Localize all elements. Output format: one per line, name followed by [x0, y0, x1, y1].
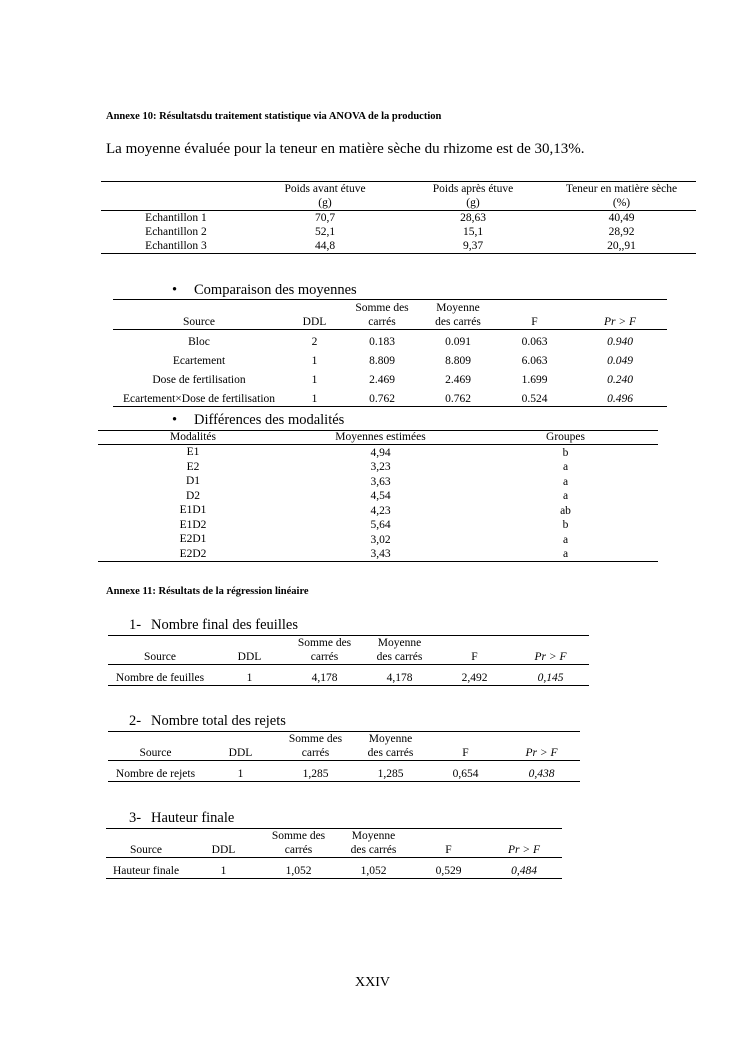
- cell: 2.469: [445, 374, 471, 386]
- header-groupes: Groupes: [473, 431, 658, 445]
- cell: 9,37: [462, 240, 484, 252]
- header-f: F: [462, 747, 469, 759]
- cell: 4,54: [370, 490, 391, 502]
- cell: 0.183: [369, 336, 395, 348]
- anova-header-row-1: [113, 300, 667, 316]
- header-pr: Pr > F: [507, 844, 541, 856]
- cell-pr: 0.940: [607, 336, 633, 348]
- cell: 28,63: [460, 212, 486, 224]
- regression-header-row-1: [108, 636, 589, 651]
- section-number: 3-: [129, 810, 142, 826]
- table-row: [113, 387, 667, 407]
- cell: a: [562, 461, 569, 473]
- cell: b: [562, 446, 569, 459]
- differences-heading-label: Différences des modalités: [194, 412, 345, 428]
- regression-header-row-1: [106, 829, 562, 844]
- cell: 3,63: [370, 475, 391, 488]
- cell: 1.699: [521, 374, 548, 386]
- table-row: [101, 211, 696, 226]
- header-modalites: Modalités: [98, 431, 288, 445]
- header-pr: Pr > F: [603, 316, 637, 328]
- regression-table-leaves: [108, 635, 589, 686]
- table-row: [98, 547, 658, 562]
- header-ddl: DDL: [228, 747, 253, 759]
- cell: 44,8: [314, 240, 336, 252]
- cell: 5,64: [370, 519, 391, 531]
- cell: E1D1: [179, 504, 207, 516]
- table-row: [101, 239, 696, 254]
- differences-heading: [172, 412, 344, 429]
- cell: 40,49: [608, 212, 635, 224]
- cell: D2: [185, 489, 201, 502]
- header-ddl: DDL: [211, 844, 236, 856]
- cell-pr: 0,145: [537, 672, 564, 684]
- cell: 20,,91: [607, 240, 636, 252]
- regression-table-rejects: [108, 731, 580, 782]
- header-dry-matter-unit: (%): [612, 197, 631, 209]
- annex-11-title: Annexe 11: Résultats de la régression linéaire: [106, 586, 309, 597]
- cell: 8.809: [369, 355, 395, 367]
- section-number: 1-: [129, 617, 142, 633]
- cell: a: [562, 548, 569, 560]
- sample-label: Echantillon 1: [145, 212, 207, 224]
- cell-pr: 0,438: [528, 768, 555, 780]
- cell: 3,02: [370, 533, 391, 546]
- header-ms: Moyenne: [336, 829, 411, 844]
- header-ss-2: carrés: [284, 844, 313, 856]
- cell: 1: [311, 374, 318, 386]
- cell: E2D1: [179, 533, 207, 545]
- header-weight-before-unit: (g): [318, 197, 332, 209]
- table-row: [98, 518, 658, 533]
- table-row: [106, 858, 562, 879]
- weights-header-row-2: [101, 196, 696, 211]
- cell: 6.063: [521, 355, 548, 367]
- weights-header-row-1: [101, 182, 696, 197]
- cell: 8.809: [445, 355, 471, 367]
- regression-heading-3: [129, 810, 234, 827]
- header-ms: Moyenne: [353, 732, 428, 747]
- header-f: F: [471, 651, 478, 663]
- regression-header-row-1: [108, 732, 580, 747]
- table-row: [98, 445, 658, 460]
- regression-table-height: [106, 828, 562, 879]
- section-heading-label: Nombre total des rejets: [151, 713, 286, 729]
- header-ms-2: des carrés: [350, 844, 397, 856]
- section-heading-label: Hauteur finale: [151, 810, 235, 826]
- cell-pr: 0.496: [607, 393, 633, 405]
- header-ddl: DDL: [237, 651, 262, 663]
- regression-heading-2: [129, 713, 286, 730]
- cell: 3,43: [370, 548, 391, 560]
- table-row: [108, 761, 580, 782]
- cell-source: Nombre de feuilles: [115, 672, 205, 684]
- cell: 0,529: [435, 865, 462, 877]
- cell: 0.762: [445, 393, 471, 405]
- cell: E1: [186, 446, 200, 458]
- cell: 1: [311, 355, 318, 367]
- cell-pr: 0.240: [607, 374, 633, 386]
- modalities-table: [98, 430, 658, 562]
- header-ms-2: des carrés: [435, 316, 481, 328]
- cell: 4,23: [370, 504, 391, 517]
- page-number: XXIV: [355, 975, 390, 990]
- header-ss: Somme des: [344, 300, 420, 316]
- cell: b: [562, 519, 569, 531]
- dry-matter-intro: La moyenne évaluée pour la teneur en matière sèche du rhizome est de 30,13%.: [106, 141, 585, 157]
- cell: 1,052: [285, 865, 312, 877]
- header-dry-matter: Teneur en matière sèche: [547, 182, 696, 197]
- cell: 1: [237, 768, 244, 780]
- cell: 28,92: [608, 226, 635, 238]
- cell: a: [562, 533, 569, 546]
- cell-source: Dose de fertilisation: [152, 374, 246, 386]
- cell: E1D2: [179, 518, 207, 531]
- header-source: Source: [183, 316, 215, 328]
- cell: 15,1: [462, 226, 484, 238]
- cell: 1,052: [360, 865, 387, 877]
- header-ss-2: carrés: [301, 747, 330, 759]
- cell: 1: [311, 393, 318, 405]
- cell-source: Hauteur finale: [112, 865, 180, 877]
- header-f: F: [445, 844, 452, 856]
- table-row: [98, 489, 658, 504]
- header-pr: Pr > F: [525, 747, 558, 759]
- regression-heading-1: [129, 617, 298, 634]
- anova-table: [113, 299, 667, 407]
- table-row: [113, 349, 667, 368]
- regression-header-row-2: [108, 746, 580, 761]
- cell: 70,7: [314, 212, 336, 224]
- header-moyennes: Moyennes estimées: [288, 431, 473, 445]
- cell: 1: [220, 865, 227, 877]
- header-ss-2: carrés: [310, 651, 339, 663]
- cell: D1: [185, 475, 201, 487]
- table-row: [98, 474, 658, 489]
- table-row: [113, 368, 667, 387]
- comparison-heading-label: Comparaison des moyennes: [194, 282, 357, 298]
- cell: 1,285: [302, 768, 329, 780]
- table-row: [113, 330, 667, 350]
- header-source: Source: [130, 844, 162, 856]
- header-weight-before: Poids avant étuve: [251, 182, 399, 197]
- cell-source: Ecartement: [172, 355, 226, 367]
- cell: a: [562, 475, 569, 488]
- cell-pr: 0,484: [511, 865, 537, 877]
- cell: 0.762: [369, 393, 395, 405]
- header-ss: Somme des: [278, 732, 353, 747]
- cell: 2,492: [461, 672, 488, 684]
- cell-source: Nombre de rejets: [115, 768, 196, 780]
- header-pr: Pr > F: [534, 651, 567, 663]
- regression-header-row-2: [108, 650, 589, 665]
- weights-table: [101, 181, 696, 254]
- cell: 1: [246, 672, 253, 684]
- header-ms-2: des carrés: [367, 747, 414, 759]
- table-row: [98, 532, 658, 547]
- table-row: [98, 460, 658, 475]
- cell: 0.063: [521, 336, 548, 348]
- header-ms: Moyenne: [362, 636, 437, 651]
- cell: 52,1: [314, 226, 336, 238]
- header-weight-after-unit: (g): [466, 197, 480, 209]
- cell-source: Bloc: [188, 336, 210, 348]
- sample-label: Echantillon 2: [145, 226, 207, 238]
- cell: E2: [186, 460, 200, 473]
- regression-header-row-2: [106, 843, 562, 858]
- header-ms: Moyenne: [420, 300, 496, 316]
- header-ss: Somme des: [287, 636, 362, 651]
- section-heading-label: Nombre final des feuilles: [151, 617, 298, 633]
- header-ss: Somme des: [261, 829, 336, 844]
- cell: 0.091: [445, 336, 471, 348]
- cell-pr: 0.049: [607, 355, 633, 367]
- cell: ab: [560, 504, 571, 517]
- annex-10-title: Annexe 10: Résultatsdu traitement statistique via ANOVA de la production: [106, 111, 442, 122]
- header-source: Source: [144, 651, 176, 663]
- cell: 0.524: [521, 393, 548, 405]
- cell: 3,23: [370, 461, 391, 473]
- header-ms-2: des carrés: [376, 651, 423, 663]
- bullet-icon: •: [172, 282, 178, 298]
- cell: 0,654: [452, 768, 479, 780]
- table-row: [98, 503, 658, 518]
- table-row: [101, 225, 696, 239]
- cell: 4,94: [370, 446, 391, 459]
- header-f: F: [531, 316, 538, 328]
- cell: a: [562, 490, 569, 502]
- cell: 4,178: [386, 672, 413, 684]
- header-ss-2: carrés: [368, 316, 396, 328]
- modalities-header-row: [98, 431, 658, 445]
- sample-label: Echantillon 3: [145, 240, 207, 252]
- comparison-heading: [172, 282, 357, 299]
- section-number: 2-: [129, 713, 142, 729]
- header-weight-after: Poids après étuve: [399, 182, 547, 197]
- cell: 2: [311, 336, 318, 348]
- header-ddl: DDL: [302, 316, 327, 328]
- cell: 2.469: [369, 374, 395, 386]
- cell: E2D2: [179, 547, 207, 560]
- anova-header-row-2: [113, 315, 667, 330]
- cell-source: Ecartement×Dose de fertilisation: [122, 393, 276, 405]
- table-row: [108, 665, 589, 686]
- cell: 4,178: [311, 672, 338, 684]
- header-source: Source: [139, 747, 172, 759]
- bullet-icon: •: [172, 412, 178, 428]
- cell: 1,285: [377, 768, 404, 780]
